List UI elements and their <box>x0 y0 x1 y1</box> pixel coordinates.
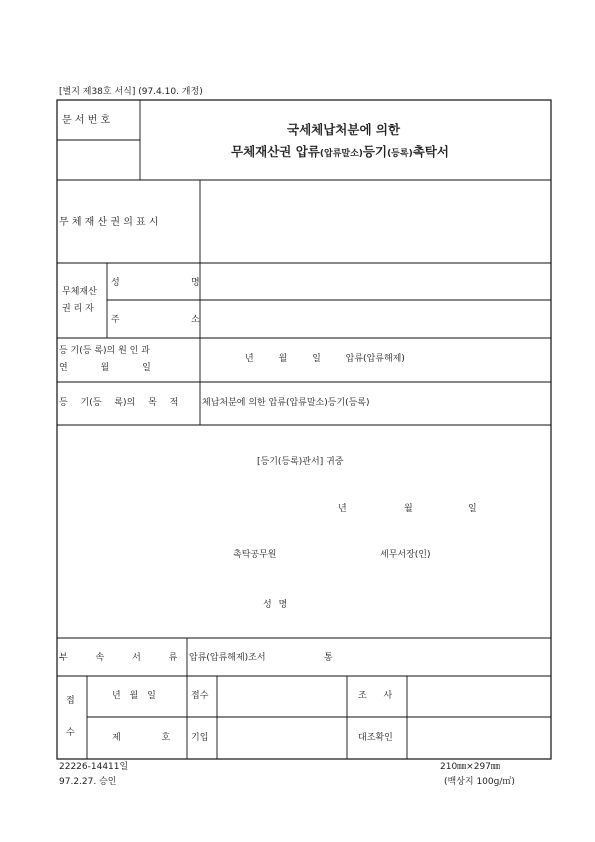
property-label: 무 체 재 산 권 의 표 시 <box>59 217 159 228</box>
holder-label-1: 무체재산 <box>62 287 97 297</box>
receipt-number-label: 제 호 <box>112 733 171 743</box>
survey-label: 조 사 <box>358 691 393 701</box>
date-year: 년 <box>338 504 347 514</box>
purpose-value: 체납처분에 의한 압류(압류말소)등기(등록) <box>202 398 370 408</box>
attachment-count: 통 <box>324 653 333 663</box>
official-label: 촉탁공무원 <box>233 550 277 560</box>
cause-value: 년 월 일 압류(압류해제) <box>245 354 405 364</box>
name-label-a: 성 <box>111 278 120 288</box>
title-part-b: (압류말소) <box>319 149 363 159</box>
address-label-b: 소 <box>191 315 200 325</box>
receipt-label-2: 수 <box>66 728 75 738</box>
doc-number-label: 문 서 번 호 <box>62 115 111 126</box>
purpose-label: 등 기(등 록)의 목 적 <box>59 398 179 408</box>
name-label-b: 명 <box>191 278 200 288</box>
title-line-2 <box>231 146 449 159</box>
footer-right-1: 210㎜×297㎜ <box>440 762 500 772</box>
title-part-a: 무체재산권 압류 <box>231 144 320 159</box>
title-part-c: 등기 <box>362 144 388 159</box>
receipt-date-label: 년 월 일 <box>112 691 156 701</box>
form-code: [별지 제38호 서식] (97.4.10. 개정) <box>59 87 203 97</box>
receipt-field: 접수 <box>191 691 209 701</box>
footer-left-1: 22226-14411일 <box>59 762 129 772</box>
date-month: 월 <box>404 504 413 514</box>
address-label-a: 주 <box>111 315 120 325</box>
tax-office-chief: 세무서장(인) <box>380 550 431 560</box>
title-part-e: 촉탁서 <box>412 144 449 159</box>
title-line-1: 국세체납처분에 의한 <box>287 122 401 137</box>
date-day: 일 <box>468 504 477 514</box>
cause-label-1: 등 기(등 록)의 원 인 과 <box>59 346 150 356</box>
signer-name-label: 성 명 <box>263 600 288 610</box>
title-part-d: (등록) <box>387 149 413 159</box>
holder-label-2: 권 리 자 <box>62 304 94 314</box>
attachment-label: 부 속 서 류 <box>59 653 178 663</box>
receipt-label-1: 접 <box>66 696 75 706</box>
verify-label: 대조확인 <box>358 733 393 743</box>
attachment-value: 압류(압류해제)조서 <box>189 653 266 663</box>
footer-left-2: 97.2.27. 승인 <box>59 777 117 787</box>
office-text: [등기(등록)관서] 귀중 <box>257 457 344 467</box>
entry-field: 기입 <box>191 733 209 743</box>
cause-label-2: 연 월 일 <box>59 363 151 373</box>
footer-right-2: (백상지 100g/㎡) <box>444 777 515 787</box>
